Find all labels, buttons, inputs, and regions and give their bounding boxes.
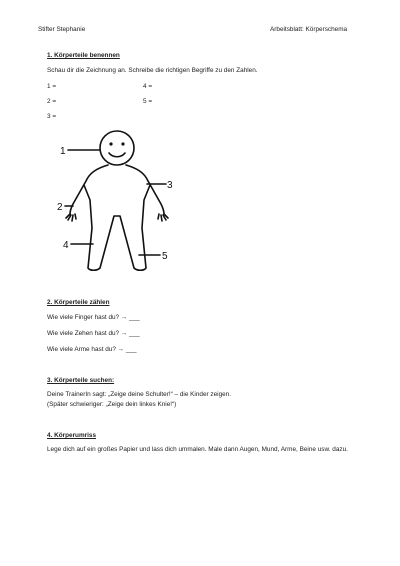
section-2-heading: 2. Körperteile zählen [47,299,110,306]
figure-label-4: 4 [63,240,69,251]
section-3-heading: 3. Körperteile suchen: [47,377,115,384]
section-1-heading: 1. Körperteile benennen [47,52,120,59]
blank-5: 5 = [143,98,153,105]
figure-right-eye [121,142,124,145]
figure-head [100,131,134,165]
section-3-line-1: Deine TrainerIn sagt: „Zeige deine Schulter!“ – die Kinder zeigen. [47,391,232,398]
author-name: Stifter Stephanie [38,26,86,33]
figure-label-5: 5 [162,251,168,262]
question-fingers: Wie viele Finger hast du? → ___ [47,314,140,321]
figure-left-hand [66,214,76,221]
blank-3: 3 = [47,113,57,120]
figure-label-1: 1 [60,146,66,157]
figure-left-eye [109,142,112,145]
section-1-instruction: Schau dir die Zeichnung an. Schreibe die richtigen Begriffe zu den Zahlen. [47,67,258,74]
figure-label-3: 3 [167,180,173,191]
figure-label-2: 2 [57,202,63,213]
figure-right-hand [158,214,168,221]
question-arms: Wie viele Arme hast du? → ___ [47,346,137,353]
blank-1: 1 = [47,83,57,90]
section-3-line-2: (Später schwieriger: „Zeige dein linkes Knie!“) [47,401,177,408]
worksheet-title: Arbeitsblatt: Körperschema [270,26,348,33]
blank-4: 4 = [143,83,153,90]
section-4-text: Lege dich auf ein großes Papier und lass dich ummalen. Male dann Augen, Mund, Arme, Beine usw. dazu. [47,446,348,453]
blank-2: 2 = [47,98,57,105]
figure-mouth [109,153,125,157]
section-4-heading: 4. Körperumriss [47,432,97,439]
question-toes: Wie viele Zehen hast du? → ___ [47,330,140,337]
